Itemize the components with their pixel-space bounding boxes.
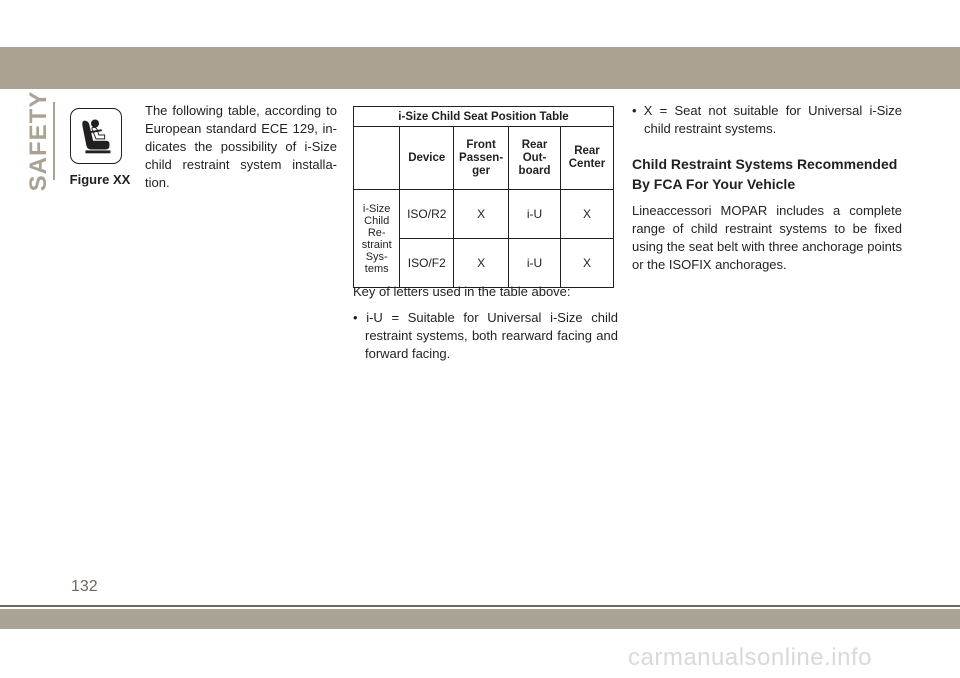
cell-outboard: i-U (509, 239, 561, 288)
cell-device: ISO/R2 (400, 190, 454, 239)
cell-device: ISO/F2 (400, 239, 454, 288)
seat-position-table (353, 106, 614, 288)
cell-center: X (560, 239, 613, 288)
cell-front: X (454, 190, 509, 239)
key-iu-bullet: • i-U = Suitable for Universal i-Size child restraint systems, both rearward facing and forward facing. (353, 310, 618, 361)
header-device: Device (400, 127, 454, 190)
page-number: 132 (71, 578, 98, 595)
header-rear-center: Rear Center (560, 127, 613, 190)
cell-center: X (560, 190, 613, 239)
watermark: carmanualsonline.info (628, 644, 872, 671)
right-column (632, 102, 902, 274)
figure-caption: Figure XX (69, 172, 131, 187)
intro-paragraph: The following table, according to European standard ECE 129, in-dicates the possibility of i-Size child restraint system installa-tion. (145, 103, 337, 190)
section-tab (25, 90, 52, 192)
section-heading: Child Restraint Systems Recommended By FCA For Your Vehicle (632, 156, 898, 192)
header-front-passenger: Front Passen- ger (454, 127, 509, 190)
key-x-bullet: • X = Seat not suitable for Universal i-Size child restraint systems. (632, 103, 902, 136)
table-title: i-Size Child Seat Position Table (354, 107, 614, 127)
section-tab-rule (53, 102, 55, 180)
key-intro: Key of letters used in the table above: (353, 284, 571, 299)
table-corner-cell (354, 127, 400, 190)
bottom-band (0, 609, 960, 629)
body-paragraph: Lineaccessori MOPAR includes a complete range of child restraint systems to be fixed using the seat belt with three anchorage points or the ISOFIX anchorages. (632, 203, 902, 272)
section-label: SAFETY (25, 90, 52, 192)
cell-front: X (454, 239, 509, 288)
cell-outboard: i-U (509, 190, 561, 239)
top-band (0, 47, 960, 89)
table-row (354, 190, 614, 239)
bottom-rule (0, 605, 960, 607)
table-key (353, 283, 618, 371)
row-header: i-Size Child Re- straint Sys- tems (354, 190, 400, 288)
child-seat-icon (70, 108, 122, 164)
header-rear-outboard: Rear Out- board (509, 127, 561, 190)
